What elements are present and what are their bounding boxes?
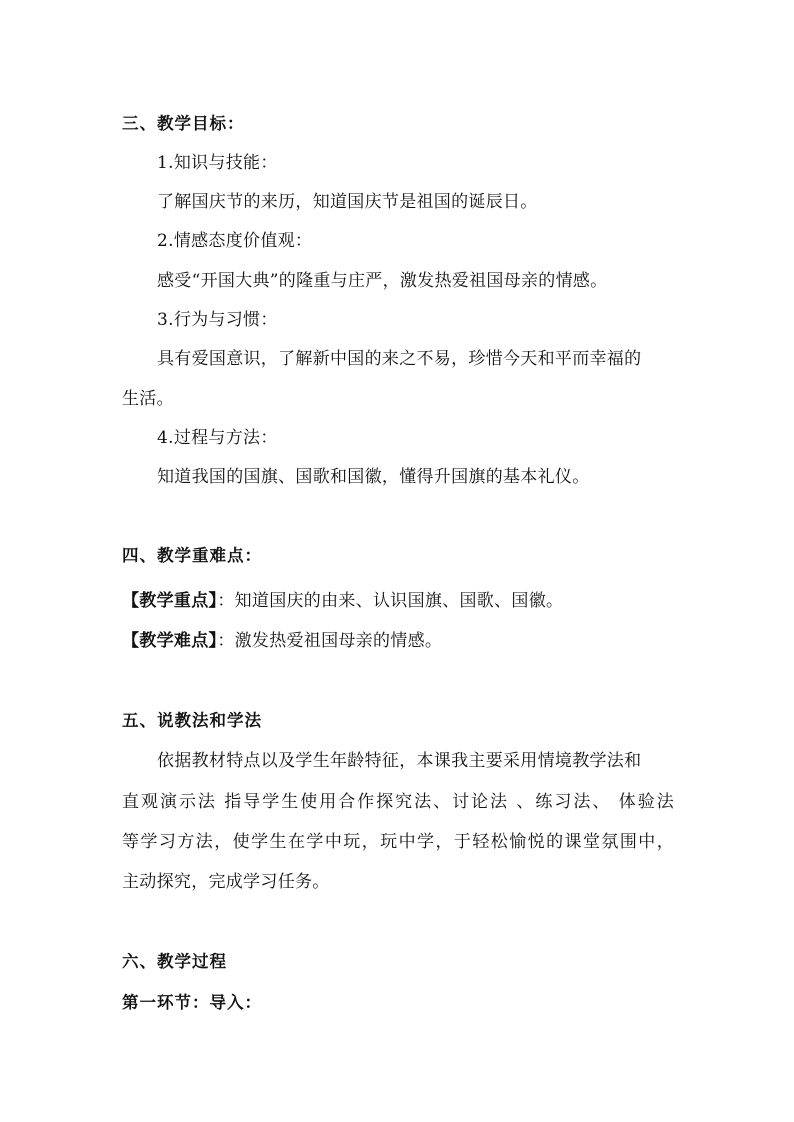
objective-3-text-line2: 生活。 — [122, 389, 174, 409]
objective-4-text: 知道我国的国旗、国歌和国徽，懂得升国旗的基本礼仪。 — [157, 467, 590, 487]
objective-4-label: 4.过程与方法： — [157, 428, 278, 448]
objective-3-label: 3.行为与习惯： — [157, 310, 278, 330]
difficulty-text: ：激发热爱祖国母亲的情感。 — [217, 631, 443, 651]
method-paragraph-line1: 依据教材特点以及学生年龄特征，本课我主要采用情境教学法和 — [157, 751, 642, 771]
objective-2-label: 2.情感态度价值观： — [157, 231, 313, 251]
difficulty-row — [122, 630, 442, 652]
key-point-label: 【教学重点】 — [122, 591, 218, 611]
section-6-heading: 六、教学过程 — [122, 952, 227, 971]
key-point-row — [122, 590, 563, 612]
objective-1-text: 了解国庆节的来历，知道国庆节是祖国的诞辰日。 — [157, 192, 538, 212]
objective-1-label: 1.知识与技能： — [157, 153, 278, 173]
section-5-heading: 五、说教法和学法 — [122, 711, 262, 730]
method-paragraph-line2: 直观演示法 指导学生使用合作探究法、讨论法 、练习法、 体验法 — [122, 792, 674, 812]
step-1-heading: 第一环节：导入： — [122, 993, 262, 1012]
section-3-heading: 三、教学目标： — [122, 114, 245, 133]
method-paragraph-line3: 等学习方法，使学生在学中玩，玩中学，于轻松愉悦的课堂氛围中， — [122, 832, 674, 852]
key-point-text: ：知道国庆的由来、认识国旗、国歌、国徽。 — [217, 591, 564, 611]
objective-2-text: 感受“开国大典”的隆重与庄严，激发热爱祖国母亲的情感。 — [157, 271, 608, 291]
difficulty-label: 【教学难点】 — [122, 631, 218, 651]
method-paragraph-line4: 主动探究，完成学习任务。 — [122, 872, 330, 892]
section-4-heading: 四、教学重难点： — [122, 546, 262, 565]
objective-3-text-line1: 具有爱国意识，了解新中国的来之不易，珍惜今天和平而幸福的 — [157, 349, 642, 369]
